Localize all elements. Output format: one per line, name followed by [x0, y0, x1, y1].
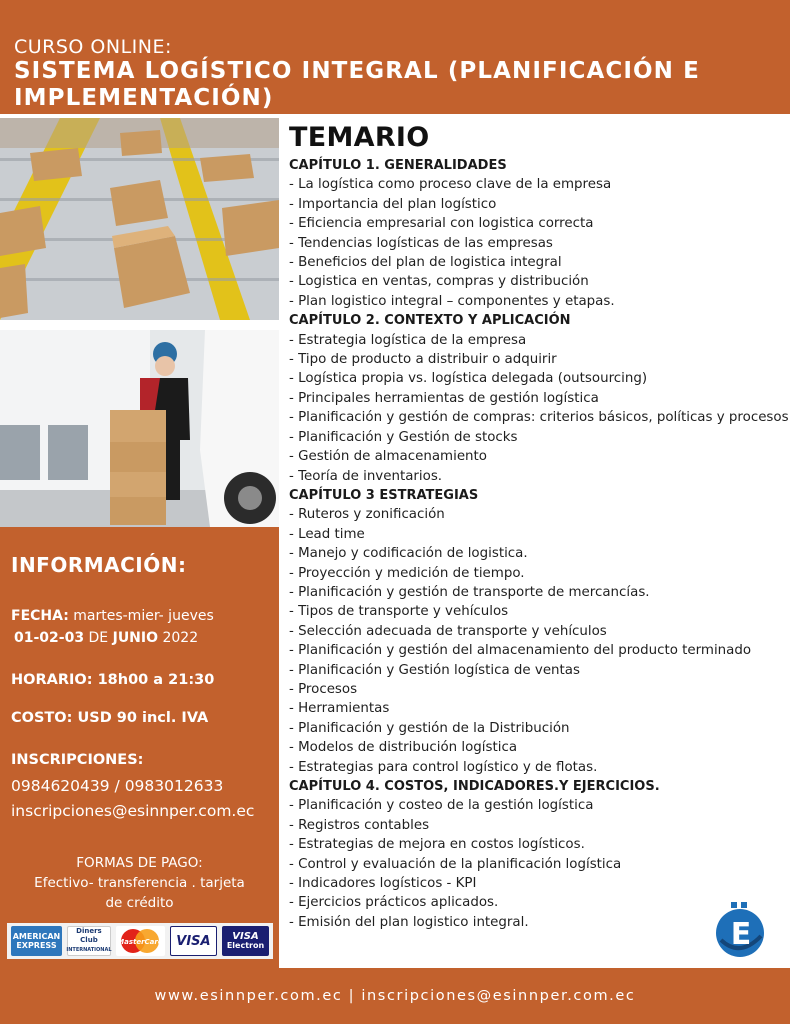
- list-item: - Beneficios del plan de logistica integral: [289, 255, 562, 271]
- chapter-list: [289, 156, 789, 932]
- logo-letter: E: [730, 917, 752, 952]
- payment-title: FORMAS DE PAGO:: [76, 855, 203, 871]
- list-item: - Gestión de almacenamiento: [289, 449, 487, 465]
- list-item: - Plan logistico integral – componentes y etapas.: [289, 293, 615, 309]
- chapter-title: CAPÍTULO 2. CONTEXTO Y APLICACIÓN: [289, 313, 571, 329]
- phone-numbers: 0984620439 / 0983012633: [11, 777, 224, 795]
- course-title-line2: IMPLEMENTACIÓN): [14, 85, 274, 111]
- mastercard-label: MasterCard: [117, 938, 164, 946]
- list-item: - Planificación y gestión de transporte de mercancías.: [289, 584, 650, 600]
- chapter-title: CAPÍTULO 1. GENERALIDADES: [289, 158, 507, 173]
- list-item: - Emisión del plan logistico integral.: [289, 914, 529, 930]
- list-item: - Ejercicios prácticos aplicados.: [289, 895, 499, 911]
- list-item: - Modelos de distribución logística: [289, 740, 518, 756]
- diners-card-icon: [67, 926, 111, 956]
- list-item: - Planificación y costeo de la gestión logística: [289, 798, 594, 814]
- list-item: - Indicadores logísticos - KPI: [289, 876, 477, 892]
- list-item: - Logistica en ventas, compras y distribución: [289, 274, 589, 290]
- payment-line1: Efectivo- transferencia . tarjeta: [34, 875, 245, 891]
- list-item: - Estrategias de mejora en costos logísticos.: [289, 837, 585, 853]
- list-item: - Principales herramientas de gestión logística: [289, 390, 599, 406]
- amex-line2: EXPRESS: [16, 941, 57, 950]
- list-item: - Estrategia logística de la empresa: [289, 332, 527, 348]
- information-panel: [0, 527, 279, 968]
- mastercard-card-icon: [116, 926, 165, 956]
- date-days: [11, 608, 214, 624]
- list-item: - Manejo y codificación de logistica.: [289, 546, 528, 562]
- amex-line1: AMERICAN: [12, 932, 61, 941]
- chapter-title: CAPÍTULO 4. COSTOS, INDICADORES.Y EJERCICIOS.: [289, 779, 660, 794]
- diners-line1: Diners Club: [76, 927, 102, 944]
- registrations-label: INSCRIPCIONES:: [11, 752, 144, 768]
- syllabus-title: TEMARIO: [289, 122, 430, 153]
- list-item: - Estrategias para control logístico y de flotas.: [289, 759, 598, 775]
- list-item: - Selección adecuada de transporte y vehículos: [289, 623, 607, 639]
- date-numbers: 01-02-03: [14, 630, 85, 646]
- list-item: - Planificación y Gestión logística de ventas: [289, 662, 580, 678]
- footer-bar: [0, 968, 790, 1024]
- course-title-line1: SISTEMA LOGÍSTICO INTEGRAL (PLANIFICACIÓN E: [14, 58, 700, 84]
- list-item: - Planificación y gestión de compras: criterios básicos, políticas y procesos: [289, 410, 789, 426]
- date-de: DE: [84, 630, 113, 646]
- registrations-email: inscripciones@esinnper.com.ec: [11, 802, 255, 820]
- date-label: FECHA:: [11, 608, 69, 624]
- list-item: - Logística propia vs. logística delegada (outsourcing): [289, 371, 648, 387]
- info-title: INFORMACIÓN:: [11, 553, 187, 577]
- list-item: - Lead time: [289, 526, 365, 542]
- header-banner: [0, 0, 790, 114]
- course-type: CURSO ONLINE:: [14, 36, 172, 58]
- visa-electron-card-icon: [222, 926, 269, 956]
- list-item: - Tendencias logísticas de las empresas: [289, 235, 553, 251]
- list-item: - Planificación y gestión de la Distribución: [289, 720, 570, 736]
- cost: COSTO: USD 90 incl. IVA: [11, 710, 209, 726]
- diners-line2: INTERNATIONAL: [66, 947, 112, 953]
- date-days-text: martes-mier- jueves: [68, 608, 214, 624]
- list-item: - Planificación y Gestión de stocks: [289, 429, 518, 445]
- date-month: JUNIO: [112, 630, 159, 646]
- delivery-worker-photo: [0, 330, 279, 527]
- visa-electron-line1: VISA: [232, 931, 259, 942]
- list-item: - Teoría de inventarios.: [289, 468, 443, 484]
- list-item: - Procesos: [289, 681, 358, 697]
- list-item: - Eficiencia empresarial con logistica correcta: [289, 216, 594, 232]
- list-item: - Proyección y medición de tiempo.: [289, 565, 525, 581]
- date-year: 2022: [158, 630, 199, 646]
- list-item: - Importancia del plan logístico: [289, 196, 497, 212]
- chapter-title: CAPÍTULO 3 ESTRATEGIAS: [289, 487, 479, 503]
- warehouse-conveyor-photo: [0, 118, 279, 320]
- schedule: HORARIO: 18h00 a 21:30: [11, 672, 215, 688]
- list-item: - Tipos de transporte y vehículos: [289, 604, 509, 620]
- date-dates: [14, 630, 198, 646]
- payment-line2: de crédito: [105, 895, 174, 911]
- list-item: - La logística como proceso clave de la empresa: [289, 177, 612, 193]
- visa-card-icon: [170, 926, 217, 956]
- syllabus: [289, 120, 789, 932]
- list-item: - Planificación y gestión del almacenamiento del producto terminado: [289, 643, 752, 659]
- amex-card-icon: [11, 926, 62, 956]
- footer-text: www.esinnper.com.ec | inscripciones@esinnper.com.ec: [154, 988, 636, 1004]
- list-item: - Tipo de producto a distribuir o adquirir: [289, 352, 557, 368]
- list-item: - Registros contables: [289, 817, 430, 833]
- visa-label: VISA: [176, 933, 211, 949]
- list-item: - Herramientas: [289, 701, 390, 717]
- list-item: - Control y evaluación de la planificación logística: [289, 856, 622, 872]
- payment-cards: [7, 923, 273, 959]
- visa-electron-line2: Electron: [226, 941, 265, 950]
- esinnper-logo-icon: [713, 900, 767, 960]
- list-item: - Ruteros y zonificación: [289, 507, 445, 523]
